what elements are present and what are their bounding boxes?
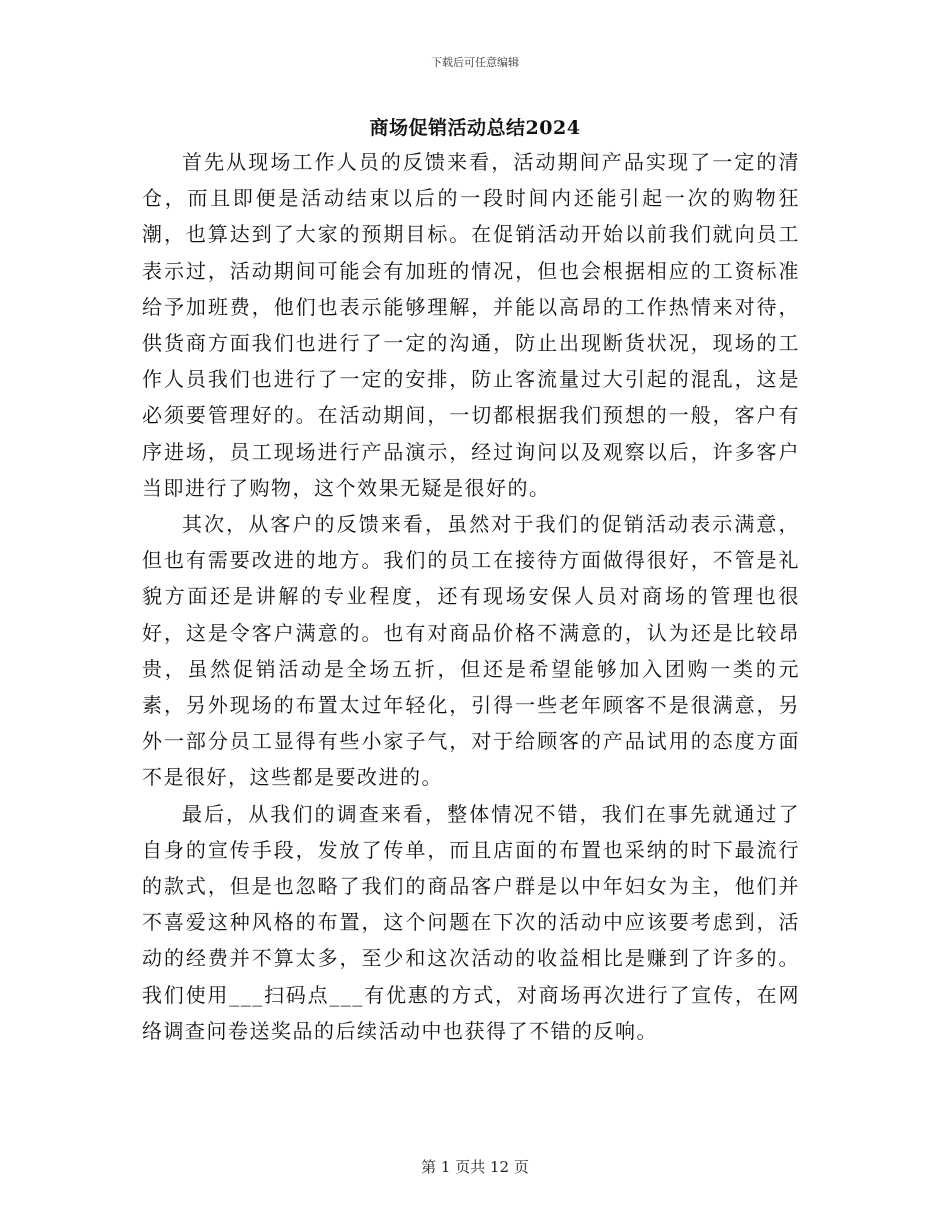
document-title: 商场促销活动总结2024: [369, 117, 581, 139]
document-body: [142, 144, 800, 1049]
paragraph-1: 首先从现场工作人员的反馈来看，活动期间产品实现了一定的清仓，而且即便是活动结束以后的一段时间内还能引起一次的购物狂潮，也算达到了大家的预期目标。在促销活动开始以前我们就向员工表示过，活动期间可能会有加班的情况，但也会根据相应的工资标准给予加班费，他们也表示能够理解，并能以高昂的工作热情来对待，供货商方面我们也进行了一定的沟通，防止出现断货状况，现场的工作人员我们也进行了一定的安排，防止客流量过大引起的混乱，这是必须要管理好的。在活动期间，一切都根据我们预想的一般，客户有序进场，员工现场进行产品演示，经过询问以及观察以后，许多客户当即进行了购物，这个效果无疑是很好的。: [142, 150, 800, 500]
paragraph-2: 其次，从客户的反馈来看，虽然对于我们的促销活动表示满意，但也有需要改进的地方。我们的员工在接待方面做得很好，不管是礼貌方面还是讲解的专业程度，还有现场安保人员对商场的管理也很好，这是令客户满意的。也有对商品价格不满意的，认为还是比较昂贵，虽然促销活动是全场五折，但还是希望能够加入团购一类的元素，另外现场的布置太过年轻化，引得一些老年顾客不是很满意，另外一部分员工显得有些小家子气，对于给顾客的产品试用的态度方面不是很好，这些都是要改进的。: [142, 512, 800, 790]
header-note: 下载后可任意编辑: [431, 56, 519, 69]
paragraph-3: 最后，从我们的调查来看，整体情况不错，我们在事先就通过了自身的宣传手段，发放了传单，而且店面的布置也采纳的时下最流行的款式，但是也忽略了我们的商品客户群是以中年妇女为主，他们并不喜爱这种风格的布置，这个问题在下次的活动中应该要考虑到，活动的经费并不算太多，至少和这次活动的收益相比是赚到了许多的。我们使用___扫码点___有优惠的方式，对商场再次进行了宣传，在网络调查问卷送奖品的后续活动中也获得了不错的反响。: [142, 801, 800, 1043]
page-footer: 第 1 页共 12 页: [421, 1158, 529, 1176]
